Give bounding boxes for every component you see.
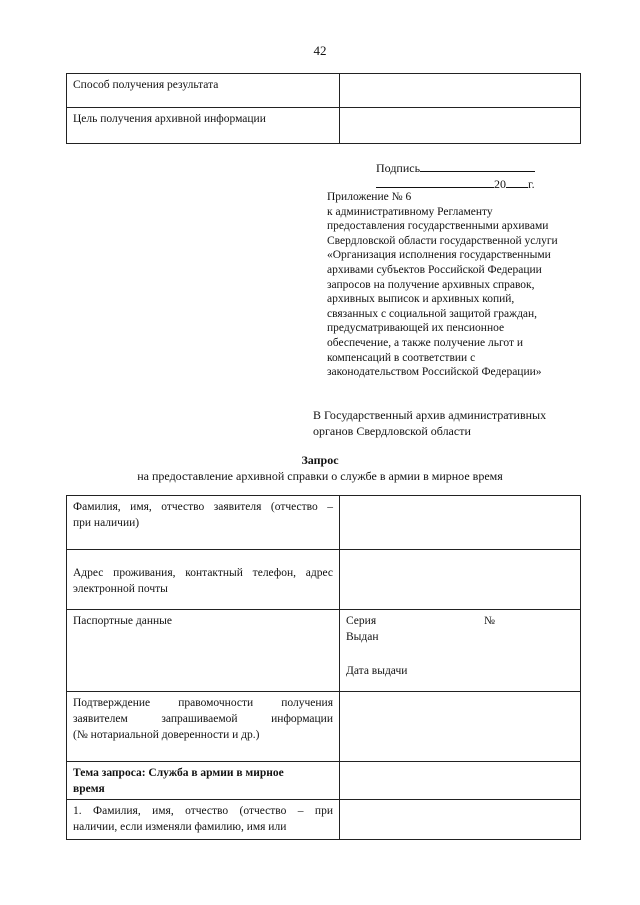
item1-label: 1. Фамилия, имя, отчество (отчество – при наличии, если изменяли фамилию, имя или — [67, 800, 340, 840]
request-topic-value[interactable] — [340, 762, 581, 800]
appendix-line: предусматривающей их пенсионное — [327, 322, 505, 335]
addressee-line: В Государственный архив административных — [313, 408, 547, 422]
request-title: Запрос — [301, 453, 339, 467]
appendix-line: к административному Регламенту — [327, 205, 493, 218]
table-row — [67, 692, 581, 762]
passport-series-label: Серия — [346, 615, 377, 627]
date-day-month-blank[interactable] — [376, 175, 494, 188]
appendix-line: предоставления государственными архивами — [327, 220, 549, 233]
appendix-line: компенсаций в соответствии с — [327, 351, 476, 364]
appendix-line: архивных выписок и архивных копий, — [327, 293, 515, 306]
appendix-title: Приложение № 6 — [327, 191, 412, 203]
request-topic-label: Тема запроса: Служба в армии в мирное время — [67, 762, 340, 800]
date-year-prefix: 20 — [494, 177, 506, 191]
result-method-table — [66, 73, 581, 144]
authority-confirmation-label: Подтверждение правомочности получения заявителем запрашиваемой информации (№ нотариальной доверенности и др.) — [67, 692, 340, 762]
date-year-blank[interactable] — [506, 175, 528, 188]
request-form-table — [66, 495, 581, 840]
appendix-line: архивами субъектов Российской Федерации — [327, 263, 542, 276]
passport-number-label: № — [484, 615, 495, 627]
appendix-line: законодательством Российской Федерации» — [327, 366, 542, 379]
authority-confirmation-value[interactable] — [340, 692, 581, 762]
address-value[interactable] — [340, 550, 581, 610]
appendix-line: Свердловской области государственной услуги — [327, 234, 558, 247]
date-suffix: г. — [528, 177, 535, 191]
applicant-name-value[interactable] — [340, 496, 581, 550]
table-row — [67, 74, 581, 108]
table-row — [67, 496, 581, 550]
table-row — [67, 108, 581, 144]
passport-label: Паспортные данные — [67, 610, 340, 692]
request-subtitle: на предоставление архивной справки о службе в армии в мирное время — [137, 469, 503, 483]
result-method-label: Способ получения результата — [67, 74, 340, 108]
appendix-line: запросов на получение архивных справок, — [327, 278, 535, 291]
result-method-value[interactable] — [340, 74, 581, 108]
purpose-value[interactable] — [340, 108, 581, 144]
signature-label: Подпись — [376, 161, 421, 175]
address-label: Адрес проживания, контактный телефон, адрес электронной почты — [67, 550, 340, 610]
signature-blank[interactable] — [420, 159, 535, 172]
appendix-line: обеспечение, а также получение льгот и — [327, 336, 524, 349]
addressee-block — [313, 408, 593, 439]
table-row — [67, 550, 581, 610]
table-row — [67, 610, 581, 692]
page-number: 42 — [313, 43, 327, 58]
item1-value[interactable] — [340, 800, 581, 840]
passport-value[interactable] — [340, 610, 581, 692]
passport-issued-label: Выдан — [346, 631, 379, 643]
purpose-label: Цель получения архивной информации — [67, 108, 340, 144]
applicant-name-label: Фамилия, имя, отчество заявителя (отчество – при наличии) — [67, 496, 340, 550]
signature-line — [376, 159, 535, 176]
table-row — [67, 762, 581, 800]
addressee-line: органов Свердловской области — [313, 423, 471, 438]
appendix-line: «Организация исполнения государственными — [327, 249, 551, 262]
appendix-line: связанных с социальной защитой граждан, — [327, 307, 538, 320]
table-row — [67, 800, 581, 840]
appendix-block — [327, 190, 595, 380]
passport-issue-date-label: Дата выдачи — [346, 665, 408, 677]
